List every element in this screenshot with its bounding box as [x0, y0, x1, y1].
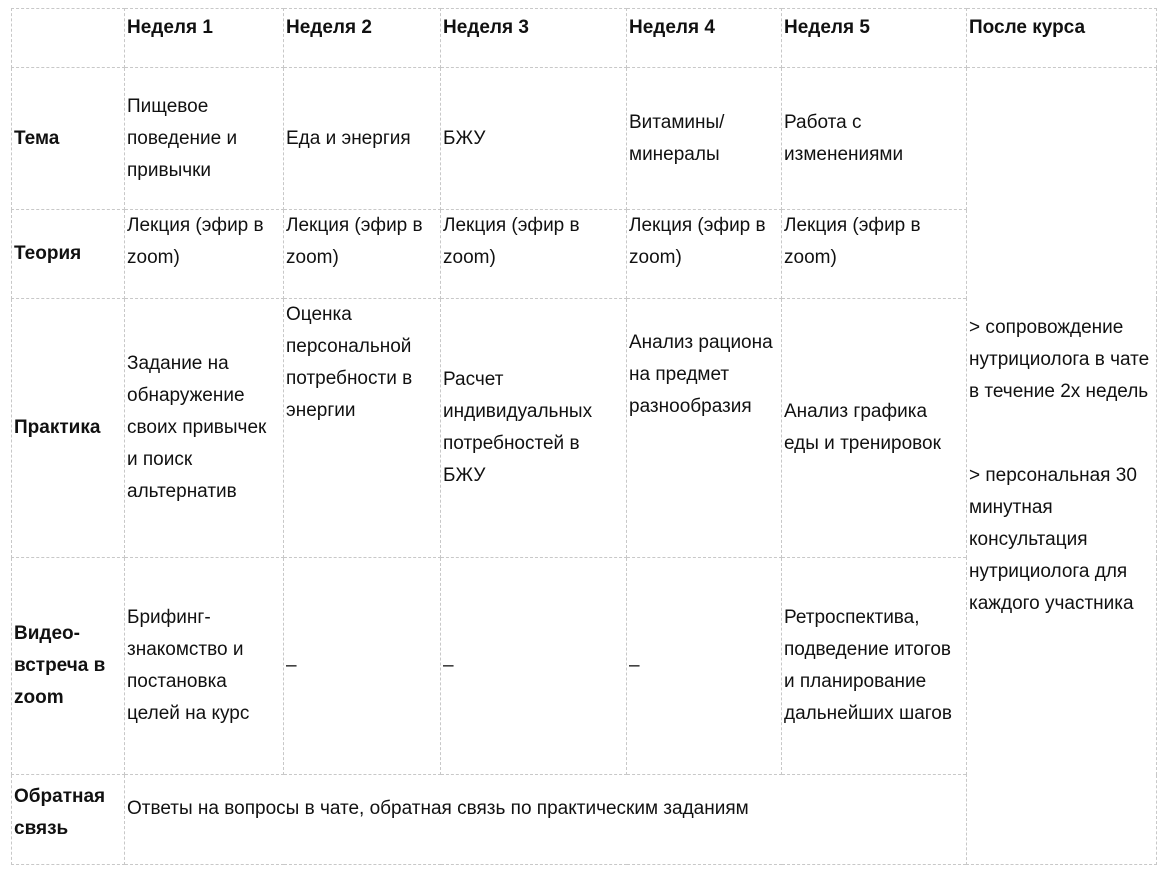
theory-week-2: Лекция (эфир в zoom) — [284, 210, 441, 299]
corner-cell — [12, 9, 125, 68]
practice-week-3: Расчет индивидуальных потребностей в БЖУ — [441, 299, 627, 558]
theme-week-2: Еда и энергия — [284, 68, 441, 210]
theme-week-3: БЖУ — [441, 68, 627, 210]
video-week-5: Ретроспектива, подведение итогов и планирование дальнейших шагов — [782, 558, 967, 775]
video-week-3: – — [441, 558, 627, 775]
video-week-4: – — [627, 558, 782, 775]
theory-week-5: Лекция (эфир в zoom) — [782, 210, 967, 299]
after-course-item-chat: > сопровождение нутрициолога в чате в течение 2х недель — [969, 317, 1150, 402]
practice-week-2: Оценка персональной потребности в энергии — [284, 299, 441, 558]
practice-row-label: Практика — [12, 299, 125, 558]
practice-week-1: Задание на обнаружение своих привычек и поиск альтернатив — [125, 299, 284, 558]
video-week-1: Брифинг-знакомство и постановка целей на курс — [125, 558, 284, 775]
week-1-header: Неделя 1 — [125, 9, 284, 68]
after-course-cell — [967, 68, 1157, 865]
feedback-row-label: Обратная связь — [12, 775, 125, 865]
week-4-header: Неделя 4 — [627, 9, 782, 68]
week-2-header: Неделя 2 — [284, 9, 441, 68]
practice-week-5: Анализ графика еды и тренировок — [782, 299, 967, 558]
after-course-spacer — [969, 408, 1154, 460]
theme-row — [12, 68, 1157, 210]
theme-week-1: Пищевое поведение и привычки — [125, 68, 284, 210]
after-course-header: После курса — [967, 9, 1157, 68]
course-schedule-table — [11, 8, 1157, 865]
after-course-item-consultation: > персональная 30 минутная консультация нутрициолога для каждого участника — [969, 465, 1137, 614]
theme-week-5: Работа с изменениями — [782, 68, 967, 210]
feedback-text: Ответы на вопросы в чате, обратная связь по практическим заданиям — [125, 775, 967, 865]
theme-week-4: Витамины/ минералы — [627, 68, 782, 210]
header-row — [12, 9, 1157, 68]
week-5-header: Неделя 5 — [782, 9, 967, 68]
theory-row-label: Теория — [12, 210, 125, 299]
theory-week-3: Лекция (эфир в zoom) — [441, 210, 627, 299]
theory-week-4: Лекция (эфир в zoom) — [627, 210, 782, 299]
theory-week-1: Лекция (эфир в zoom) — [125, 210, 284, 299]
video-row-label: Видео-встреча в zoom — [12, 558, 125, 775]
theme-row-label: Тема — [12, 68, 125, 210]
week-3-header: Неделя 3 — [441, 9, 627, 68]
practice-week-4: Анализ рациона на предмет разнообразия — [627, 299, 782, 558]
video-week-2: – — [284, 558, 441, 775]
